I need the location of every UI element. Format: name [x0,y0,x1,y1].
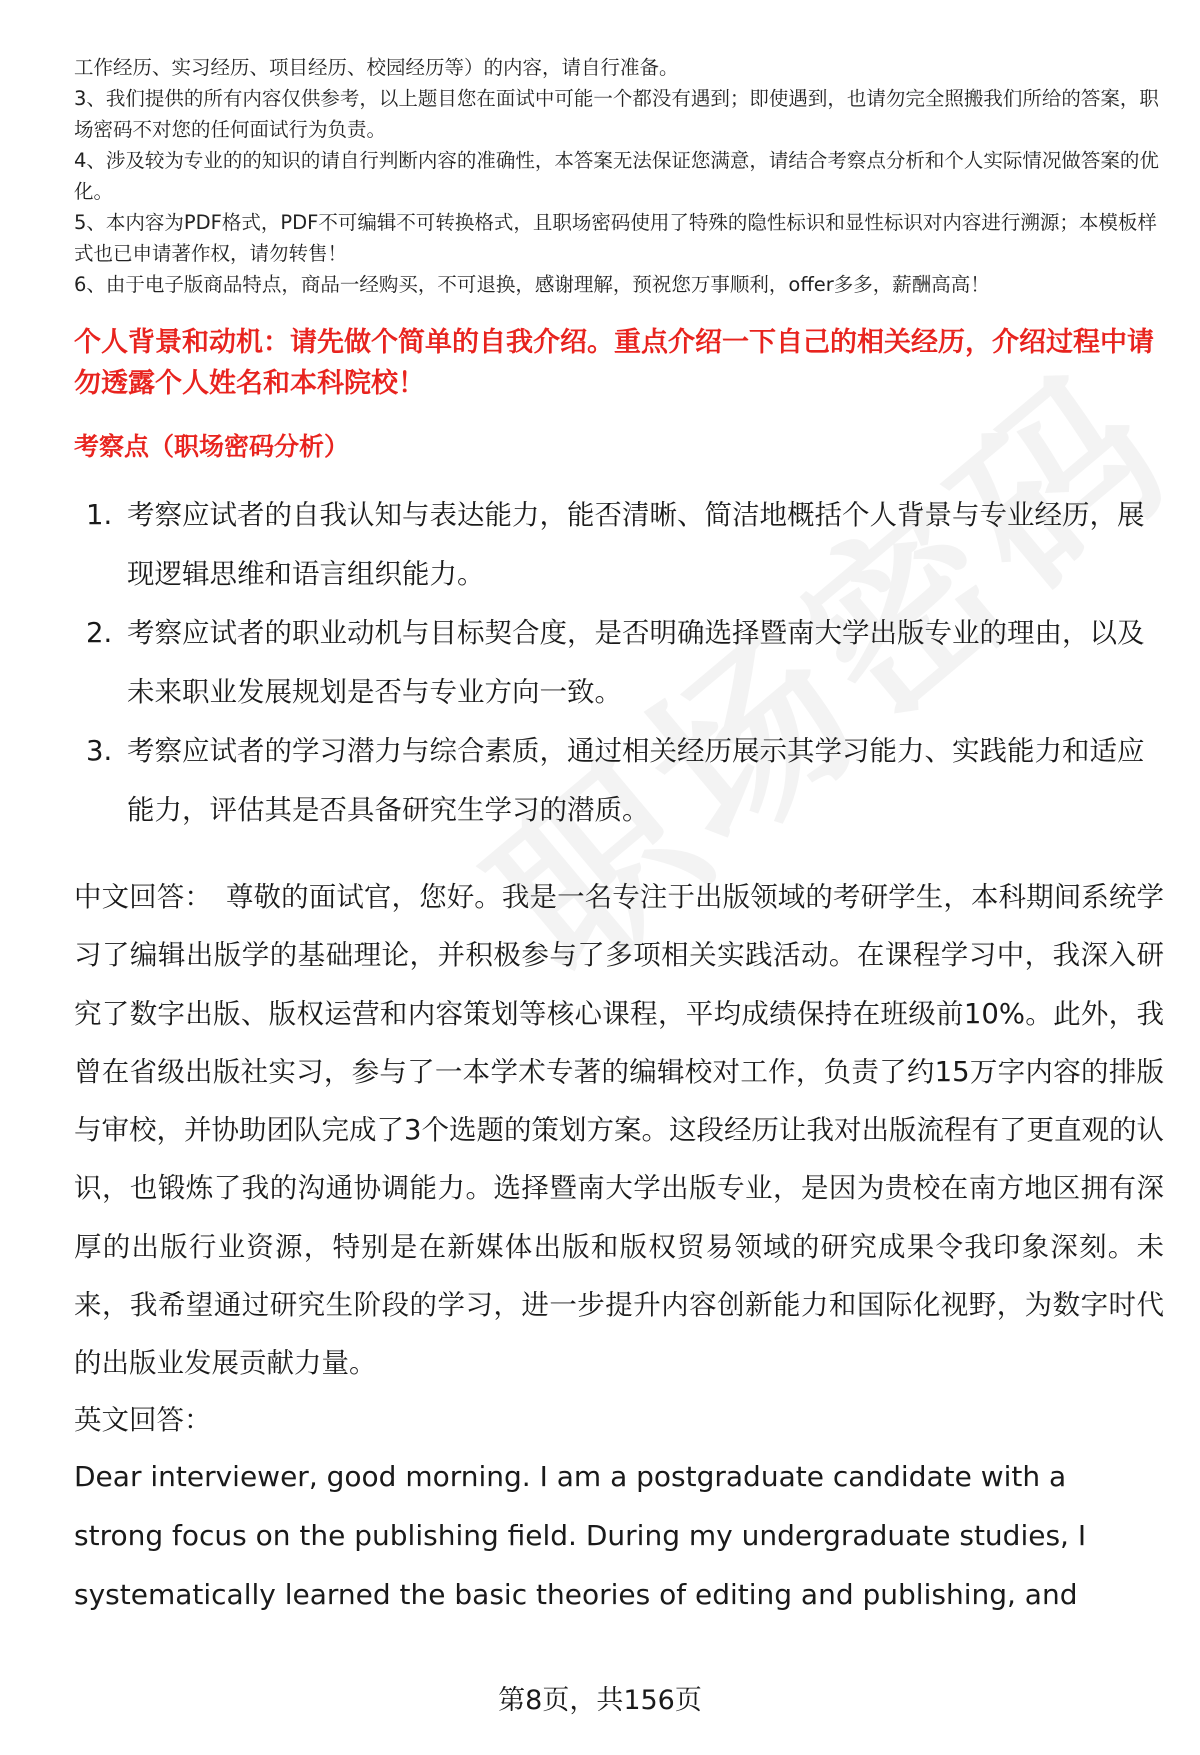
point-number: 3. [86,735,113,767]
english-answer-label: 英文回答： [74,1403,212,1436]
analysis-point [74,722,1164,840]
point-text: 考察应试者的自我认知与表达能力，能否清晰、简洁地概括个人背景与专业经历，展现逻辑思维和语言组织能力。 [127,499,1145,590]
point-number: 2. [86,617,113,649]
page-footer: 第8页，共156页 [498,1685,702,1716]
analysis-heading: 考察点（职场密码分析） [74,432,350,461]
english-answer-text: Dear interviewer, good morning. I am a postgraduate candidate with a strong focus on the publishing field. During my undergraduate studies, I systematically learned the basic theories of editing and publishing, and [74,1459,1087,1611]
note-line: 工作经历、实习经历、项目经历、校园经历等）的内容，请自行准备。 [74,56,679,79]
point-text: 考察应试者的学习潜力与综合素质，通过相关经历展示其学习能力、实践能力和适应能力，评估其是否具备研究生学习的潜质。 [127,735,1145,826]
chinese-answer-text: 尊敬的面试官，您好。我是一名专注于出版领域的考研学生，本科期间系统学习了编辑出版学的基础理论，并积极参与了多项相关实践活动。在课程学习中，我深入研究了数字出版、版权运营和内容策划等核心课程，平均成绩保持在班级前10%。此外，我曾在省级出版社实习，参与了一本学术专著的编辑校对工作，负责了约15万字内容的排版与审校，并协助团队完成了3个选题的策划方案。这段经历让我对出版流程有了更直观的认识，也锻炼了我的沟通协调能力。选择暨南大学出版专业，是因为贵校在南方地区拥有深厚的出版行业资源，特别是在新媒体出版和版权贸易领域的研究成果令我印象深刻。未来，我希望通过研究生阶段的学习，进一步提升内容创新能力和国际化视野，为数字时代的出版业发展贡献力量。 [74,881,1165,1380]
analysis-points [74,486,1164,840]
point-text: 考察应试者的职业动机与目标契合度，是否明确选择暨南大学出版专业的理由，以及未来职业发展规划是否与专业方向一致。 [127,617,1145,708]
notes-block [74,52,1164,300]
note-line: 3、我们提供的所有内容仅供参考，以上题目您在面试中可能一个都没有遇到；即使遇到，也请勿完全照搬我们所给的答案，职场密码不对您的任何面试行为负责。 [74,87,1159,141]
point-number: 1. [86,499,113,531]
interview-question: 个人背景和动机：请先做个简单的自我介绍。重点介绍一下自己的相关经历，介绍过程中请勿透露个人姓名和本科院校！ [74,327,1154,399]
note-line: 4、涉及较为专业的的知识的请自行判断内容的准确性，本答案无法保证您满意，请结合考察点分析和个人实际情况做答案的优化。 [74,149,1159,203]
chinese-answer-label: 中文回答： [74,881,212,913]
note-line: 5、本内容为PDF格式，PDF不可编辑不可转换格式，且职场密码使用了特殊的隐性标识和显性标识对内容进行溯源；本模板样式也已申请著作权，请勿转售！ [74,211,1157,265]
chinese-answer [74,868,1164,1393]
note-line: 6、由于电子版商品特点，商品一经购买，不可退换，感谢理解，预祝您万事顺利，offer多多，薪酬高高！ [74,273,990,296]
analysis-point [74,604,1164,722]
document-page [74,52,1164,1624]
analysis-point [74,486,1164,604]
